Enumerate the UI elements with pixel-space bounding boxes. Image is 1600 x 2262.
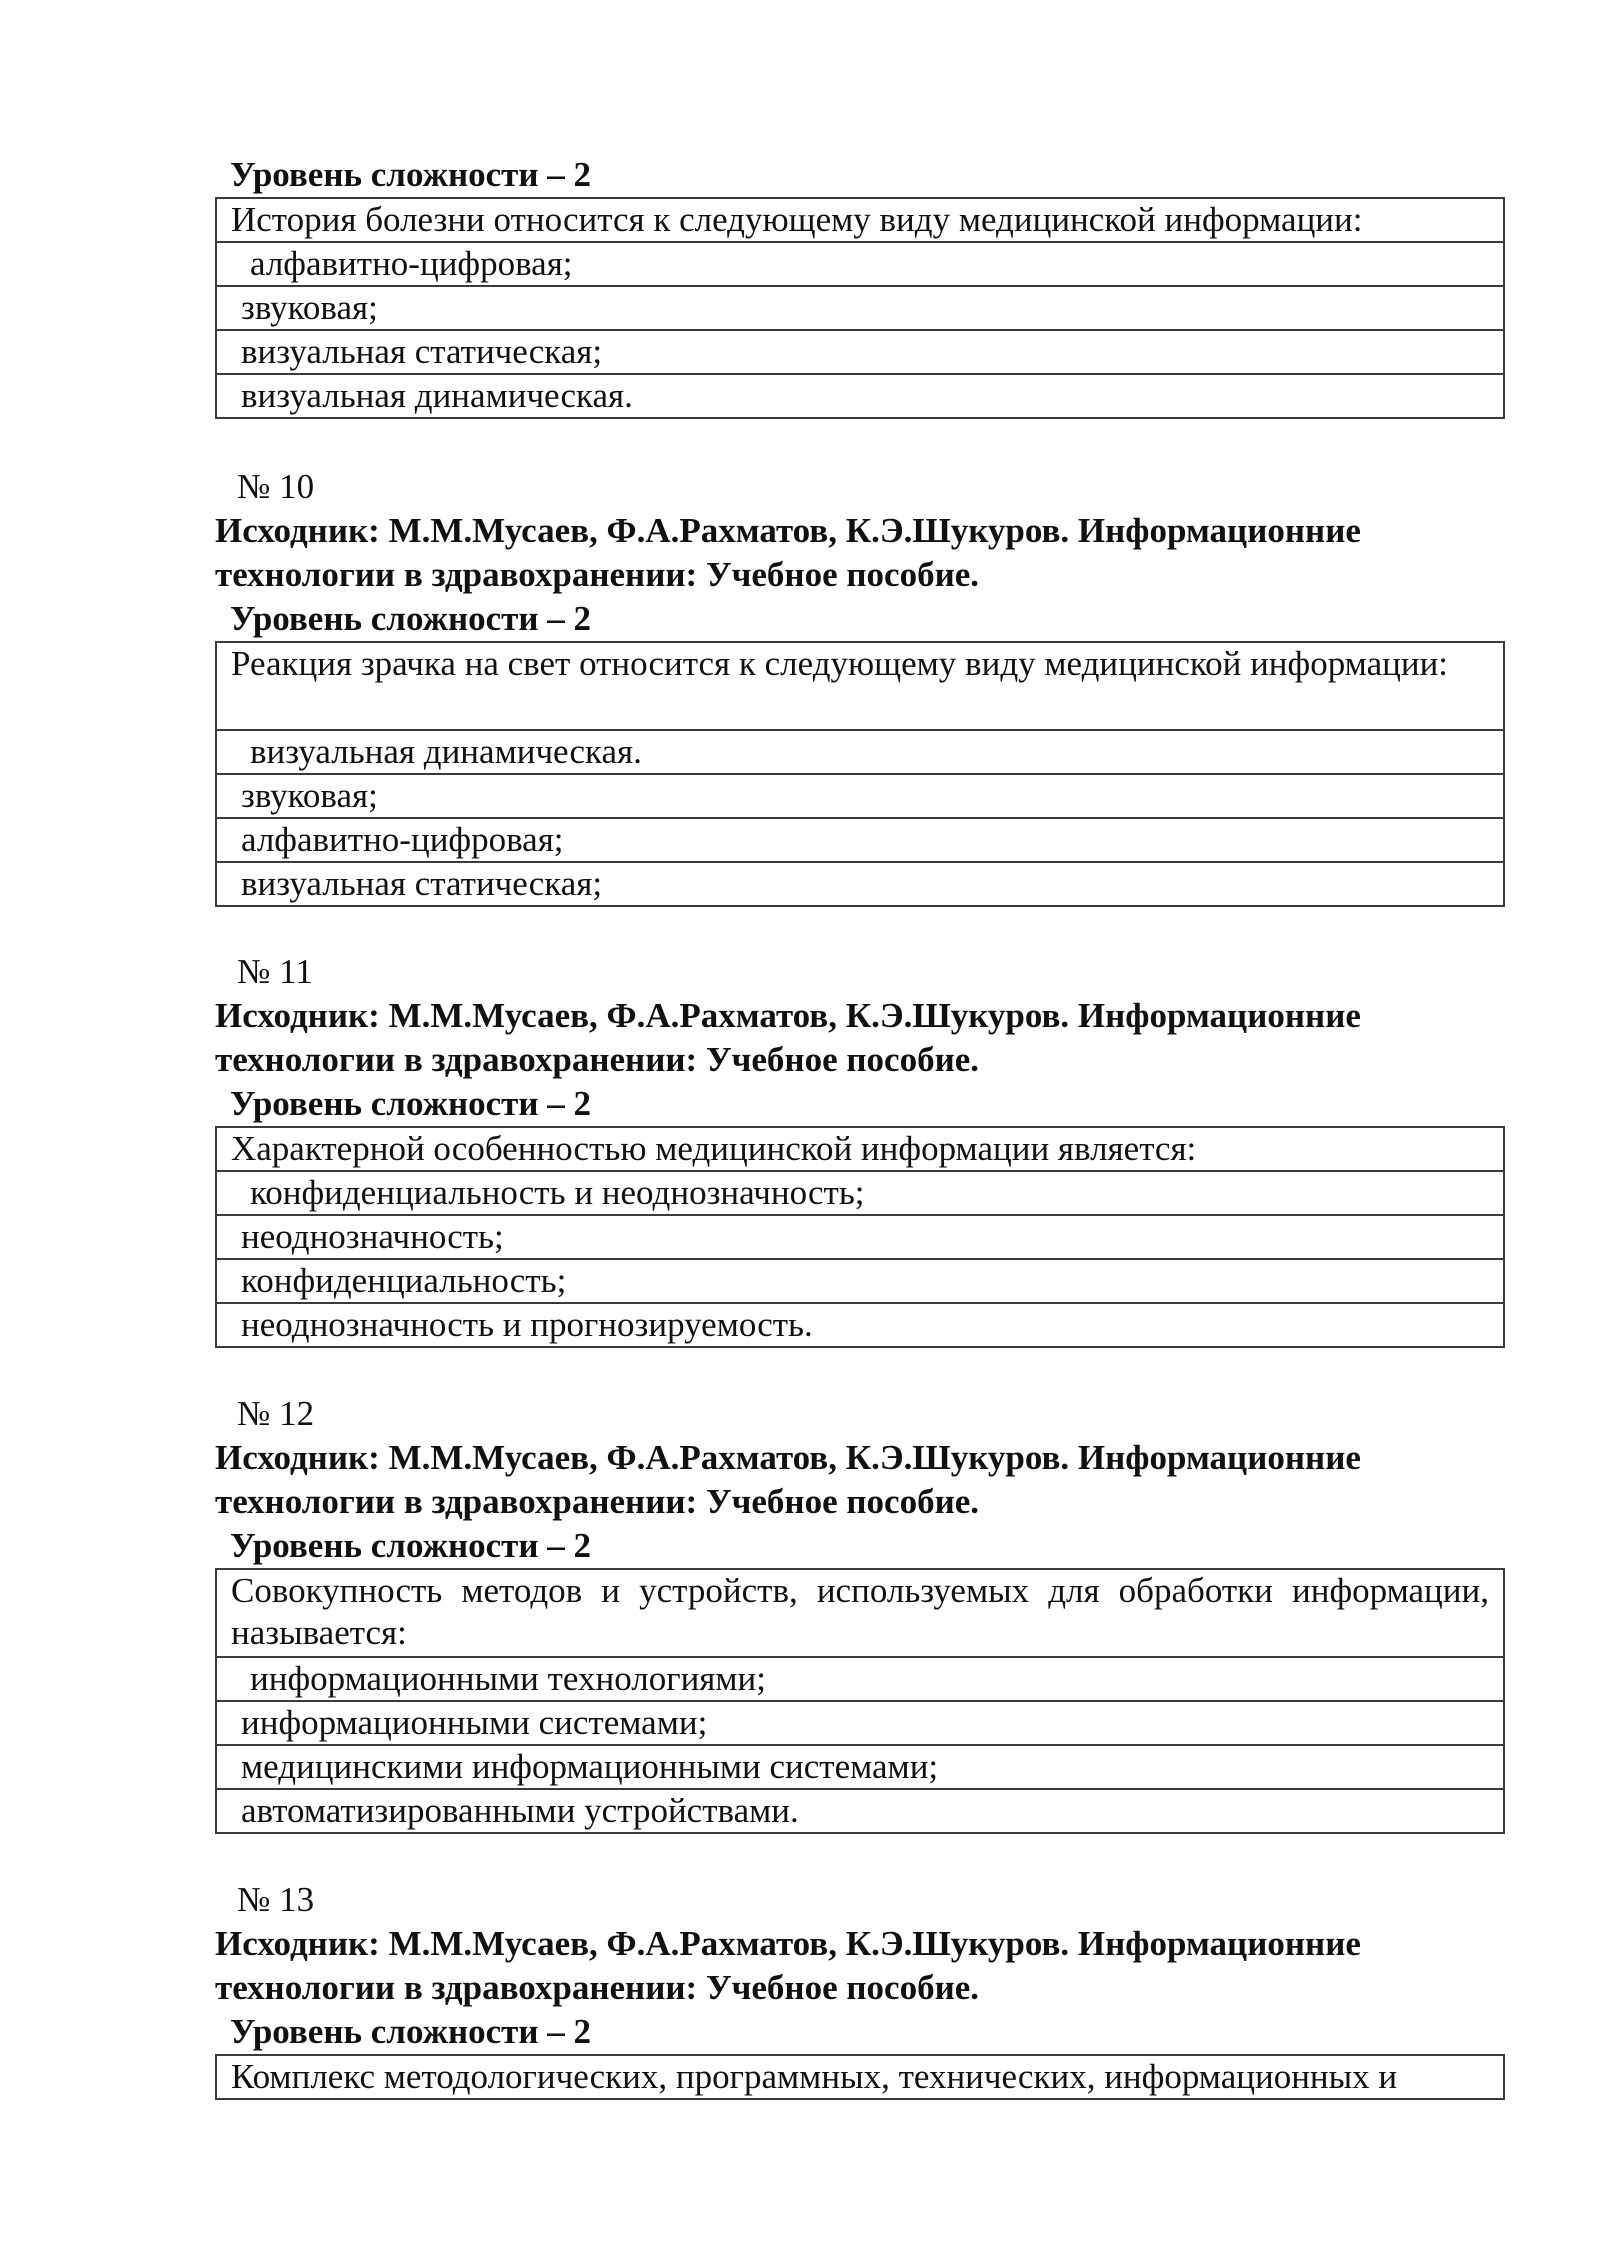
answer-option: конфиденциальность; bbox=[216, 1259, 1504, 1303]
question-block-11 bbox=[215, 950, 1505, 1348]
source-reference bbox=[200, 994, 1505, 1082]
difficulty-level: Уровень сложности – 2 bbox=[230, 155, 592, 194]
question-text: Комплекс методологических, программных, технических, информационных и bbox=[216, 2055, 1504, 2099]
answer-option: неоднозначность и прогнозируемость. bbox=[216, 1303, 1504, 1347]
question-table bbox=[215, 1126, 1505, 1348]
source-line: технологии в здравохранении: Учебное пособие. bbox=[215, 1968, 980, 2007]
question-block-10 bbox=[215, 465, 1505, 907]
question-block-13 bbox=[215, 1878, 1505, 2100]
question-table bbox=[215, 2054, 1505, 2100]
answer-option: визуальная статическая; bbox=[216, 330, 1504, 374]
answer-option: информационными технологиями; bbox=[216, 1657, 1504, 1701]
question-table bbox=[215, 197, 1505, 419]
source-line: Исходник: М.М.Мусаев, Ф.А.Рахматов, К.Э.Шукуров. Информационние bbox=[215, 511, 1361, 550]
question-table bbox=[215, 1568, 1505, 1834]
question-text: Характерной особенностью медицинской информации является: bbox=[216, 1127, 1504, 1171]
answer-option: автоматизированными устройствами. bbox=[216, 1789, 1504, 1833]
answer-option: конфиденциальность и неоднозначность; bbox=[216, 1171, 1504, 1215]
source-line: Исходник: М.М.Мусаев, Ф.А.Рахматов, К.Э.Шукуров. Информационние bbox=[215, 1924, 1361, 1963]
question-number: № 10 bbox=[237, 467, 315, 506]
answer-option: визуальная статическая; bbox=[216, 862, 1504, 906]
question-number: № 13 bbox=[237, 1880, 315, 1919]
answer-option: медицинскими информационными системами; bbox=[216, 1745, 1504, 1789]
source-reference bbox=[200, 509, 1505, 597]
question-text: История болезни относится к следующему виду медицинской информации: bbox=[216, 198, 1504, 242]
question-number: № 11 bbox=[237, 952, 313, 991]
question-text: Реакция зрачка на свет относится к следующему виду медицинской информации: bbox=[216, 642, 1504, 730]
difficulty-level: Уровень сложности – 2 bbox=[230, 2012, 592, 2051]
difficulty-level: Уровень сложности – 2 bbox=[230, 1084, 592, 1123]
answer-option: звуковая; bbox=[216, 774, 1504, 818]
answer-option: неоднозначность; bbox=[216, 1215, 1504, 1259]
question-text: Совокупность методов и устройств, используемых для обработки информации, называется: bbox=[216, 1569, 1504, 1657]
source-line: технологии в здравохранении: Учебное пособие. bbox=[215, 1482, 980, 1521]
answer-option: визуальная динамическая. bbox=[216, 374, 1504, 418]
difficulty-level: Уровень сложности – 2 bbox=[230, 1526, 592, 1565]
question-number: № 12 bbox=[237, 1394, 315, 1433]
source-reference bbox=[200, 1436, 1505, 1524]
answer-option: алфавитно-цифровая; bbox=[216, 818, 1504, 862]
answer-option: визуальная динамическая. bbox=[216, 730, 1504, 774]
difficulty-level: Уровень сложности – 2 bbox=[230, 599, 592, 638]
source-reference bbox=[200, 1922, 1505, 2010]
question-block-intro bbox=[215, 153, 1505, 419]
question-table bbox=[215, 641, 1505, 907]
source-line: технологии в здравохранении: Учебное пособие. bbox=[215, 555, 980, 594]
source-line: технологии в здравохранении: Учебное пособие. bbox=[215, 1040, 980, 1079]
source-line: Исходник: М.М.Мусаев, Ф.А.Рахматов, К.Э.Шукуров. Информационние bbox=[215, 996, 1361, 1035]
answer-option: алфавитно-цифровая; bbox=[216, 242, 1504, 286]
source-line: Исходник: М.М.Мусаев, Ф.А.Рахматов, К.Э.Шукуров. Информационние bbox=[215, 1438, 1361, 1477]
question-block-12 bbox=[215, 1392, 1505, 1834]
answer-option: информационными системами; bbox=[216, 1701, 1504, 1745]
answer-option: звуковая; bbox=[216, 286, 1504, 330]
